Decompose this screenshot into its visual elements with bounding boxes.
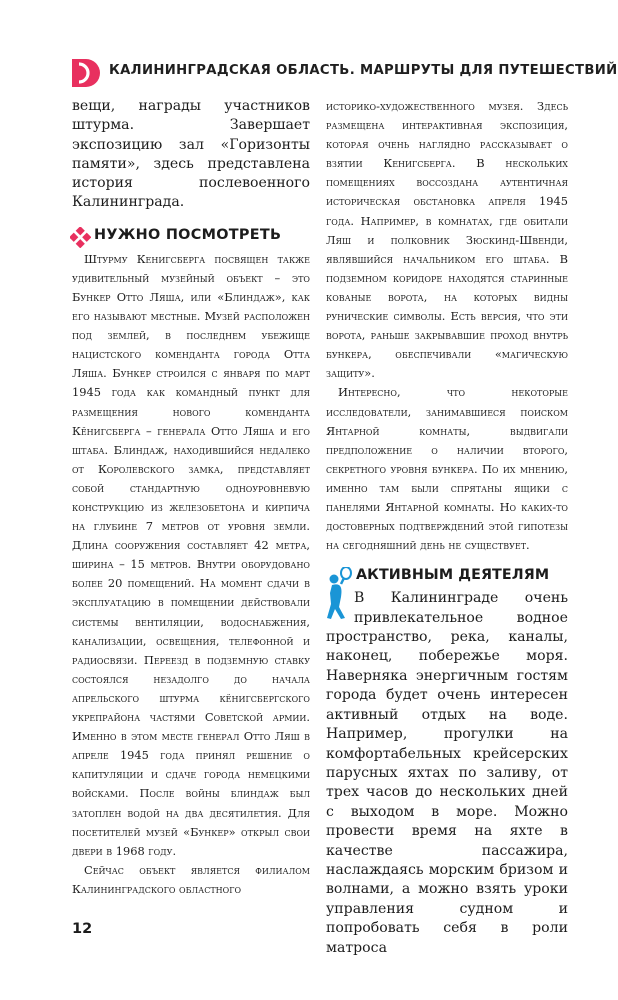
left-column [72,97,310,899]
page-header [0,55,618,91]
right-column [326,97,568,958]
active-section [326,567,568,958]
museum-branch-paragraph: Сейчас объект является филиалом Калининградского областного [72,862,310,896]
active-paragraph [326,589,568,958]
section-heading [72,226,310,250]
tennis-player-icon [326,567,353,619]
section-title: НУЖНО ПОСМОТРЕТЬ [94,226,282,243]
bunker-paragraph: Штурму Кенигсберга посвящен также удивительный музейный объект – это Бункер Отто Ляша, или «Блиндаж», как его называют местные. Музей расположен под землей, в последнем убежище нацистского коменданта города Отта Ляша. Бункер строился с января по март 1945 года как командный пункт для размещения нового коменданта Кёнигсберга – генерала Отто Ляша и его штаба. Блиндаж, находившийся недалеко от Королевского замка, представляет собой стандартную одноуровневую конструкцию из железобетона и кирпича на глубине 7 метров от уровня земли. Длина сооружения составляет 42 метра, ширина – 15 метров. Внутри оборудовано более 20 помещений. На момент сдачи в эксплуатацию в помещении действовали системы вентиляции, водоснабжения, канализации, освещения, телефонной и радиосвязи. Переезд в подземную ставку состоялся незадолго до начала апрельского штурма кёнигсбергского укрепрайона частями Советской армии. Именно в этом месте генерал Отто Ляш в апреле 1945 года принял решение о капитуляции и сдаче города немецкими войсками. После войны блиндаж был затоплен водой на два десятилетия. Для посетителей музей «Бункер» открыл свои двери в 1968 году. [72,251,310,858]
page-number: 12 [72,921,93,937]
active-paragraph-text: В Калининграде очень привлекательное водное пространство, река, каналы, наконец, побережье моря. Наверняка энергичным гостям города будет очень интересен активный отдых на воде. Например, прогулки на комфортабельных крейсерских парусных яхтах по заливу, от трех часов до нескольких дней с выходом в море. Можно провести время на яхте в качестве пассажира, наслаждаясь морским бризом и волнами, а можно взять уроки управления судном и попробовать себя в роли матроса [326,590,568,956]
active-section-title: АКТИВНЫМ ДЕЯТЕЛЯМ [356,567,550,584]
diamond-cluster-icon [70,227,91,248]
bookmark-tab-icon [72,59,100,87]
amber-room-paragraph: Интересно, что некоторые исследователи, занимавшиеся поиском Янтарной комнаты, выдвигали предположение о наличии второго, секретного уровня бункера. По их мнению, именно там были спрятаны ящики с панелями Янтарной комнаты. Но каких-то достоверных подтверждений этой гипотезы на сегодняшний день не существует. [326,385,568,553]
intro-paragraph: вещи, награды участников штурма. Завершает экспозицию зал «Горизонты памяти», здесь представлена история послевоенного Калининграда. [72,98,310,211]
continuation-paragraph: историко-художественного музея. Здесь размещена интерактивная экспозиция, которая очень наглядно рассказывает о взятии Кенигсберга. В нескольких помещениях воссоздана аутентичная историческая обстановка апреля 1945 года. Например, в комнатах, где обитали Ляш и полковник Зюскинд-Швенди, являвшийся начальником его штаба. В подземном коридоре находятся старинные кованые ворота, на которых видны рунические символы. Есть версия, что эти ворота, раньше закрывавшие проход внутрь бункера, обеспечивали «магическую защиту». [326,99,568,381]
running-header-title: КАЛИНИНГРАДСКАЯ ОБЛАСТЬ. МАРШРУТЫ ДЛЯ ПУТЕШЕСТВИЙ [109,63,618,78]
